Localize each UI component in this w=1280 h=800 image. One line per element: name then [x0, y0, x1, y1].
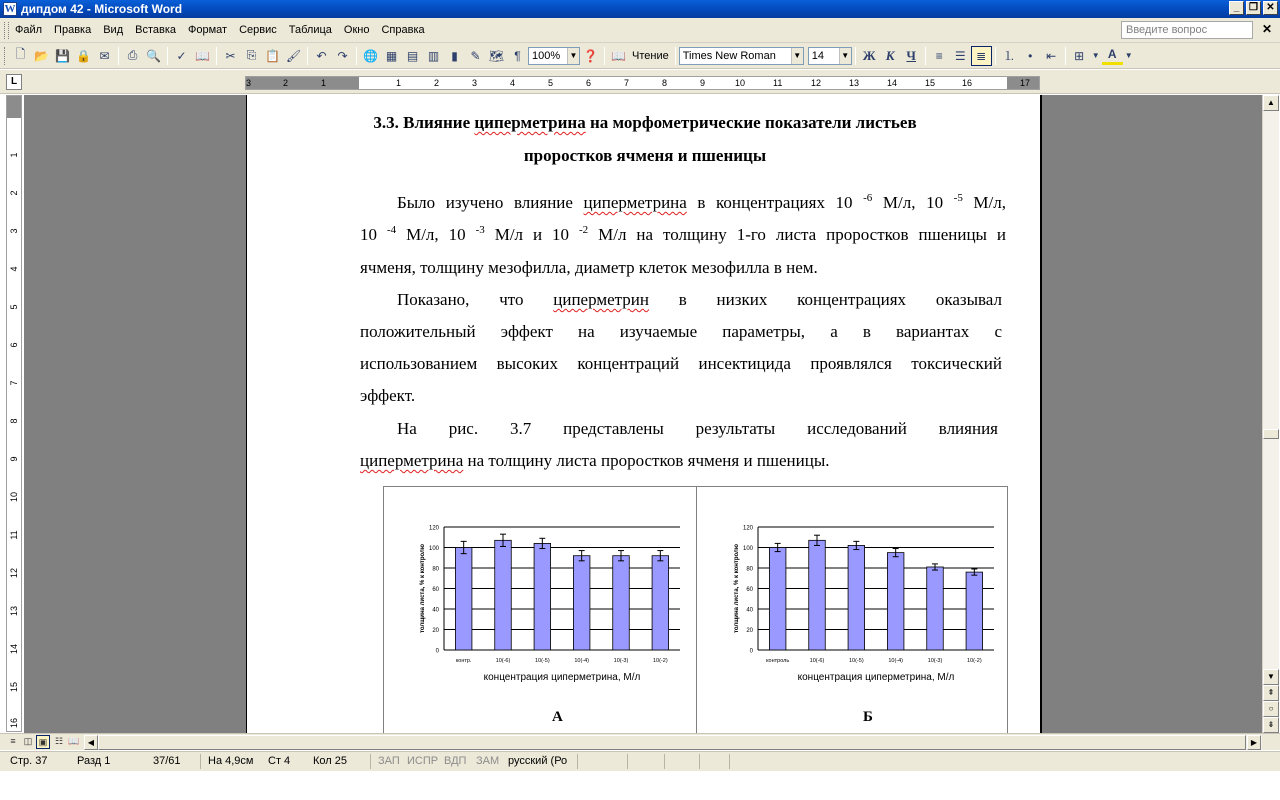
paragraph-3-line-1: [360, 419, 998, 439]
text-run: на толщину листа проростков ячменя и пшеницы.: [463, 451, 830, 470]
text-run: М/л, 10: [872, 193, 954, 212]
ruler-number: 15: [925, 78, 936, 88]
vertical-ruler[interactable]: [6, 95, 22, 732]
tables-borders-icon[interactable]: ▦: [385, 48, 398, 63]
toolbar: [0, 43, 1280, 69]
toolbar-separator: [118, 47, 119, 65]
bar: [613, 556, 630, 650]
status-overtype[interactable]: ЗАМ: [476, 755, 500, 767]
ruler-number: 7: [9, 380, 19, 386]
text-run: На рис. 3.7 представлены результаты исследований влияния: [397, 419, 998, 438]
zoom-value: 100%: [532, 49, 561, 62]
bar: [966, 572, 983, 650]
toolbar-separator: [675, 47, 676, 65]
ruler-number: 9: [700, 78, 706, 88]
toolbar-separator: [307, 47, 308, 65]
chevron-down-icon[interactable]: ▼: [791, 48, 803, 64]
align-justify-icon[interactable]: ≣: [971, 46, 992, 66]
desktop-area: [0, 771, 1280, 800]
toolbar-separator: [1065, 47, 1066, 65]
ruler-number: 12: [811, 78, 822, 88]
y-tick-label: 60: [746, 587, 753, 593]
misspelled-word[interactable]: циперметрин: [553, 290, 649, 309]
toolbar-separator: [604, 47, 605, 65]
ruler-number: 14: [9, 644, 19, 655]
menu-window[interactable]: Окно: [343, 24, 370, 36]
superscript: -6: [863, 192, 873, 204]
web-view-icon[interactable]: ◫: [23, 736, 33, 746]
ruler-number: 6: [586, 78, 592, 88]
align-center-icon[interactable]: ☰: [954, 48, 966, 63]
paragraph-2-line-3: использованием высоких концентраций инсектицида проявлялся токсический: [360, 354, 1002, 373]
x-tick-label: 10(-4): [574, 658, 590, 664]
toolbar-separator: [167, 47, 168, 65]
save-icon[interactable]: 💾: [55, 48, 70, 63]
chart-b[interactable]: [718, 517, 1008, 707]
vertical-scroll-thumb[interactable]: [1263, 429, 1279, 439]
status-separator: [577, 754, 578, 769]
paragraph-2-line-1: [360, 290, 1002, 310]
show-formatting-icon[interactable]: ¶: [514, 48, 521, 63]
horizontal-scroll-thumb[interactable]: [98, 735, 1246, 750]
bar: [809, 540, 826, 650]
align-left-icon[interactable]: ≡: [935, 48, 943, 63]
next-page-icon[interactable]: ⇟: [1263, 717, 1279, 733]
section-heading-line-2: проростков ячменя и пшеницы: [523, 146, 767, 165]
copy-icon[interactable]: ⎘: [246, 48, 257, 62]
chart-a[interactable]: [404, 517, 694, 707]
ruler-number: 16: [962, 78, 973, 88]
outline-view-icon[interactable]: ☷: [54, 736, 64, 746]
normal-view-icon[interactable]: ≡: [10, 736, 16, 746]
misspelled-word[interactable]: циперметрина: [583, 193, 687, 212]
ruler-number: 13: [9, 606, 19, 617]
new-document-icon[interactable]: 🗋: [15, 47, 26, 61]
ruler-number: 2: [434, 78, 440, 88]
document-map-icon[interactable]: 🗺: [488, 48, 505, 63]
ruler-number: 11: [773, 78, 783, 88]
panel-label-b: Б: [863, 709, 873, 725]
y-tick-label: 100: [742, 546, 753, 552]
bar: [573, 556, 590, 650]
bar: [769, 548, 786, 651]
minimize-button[interactable]: _: [1229, 1, 1244, 15]
figure-table[interactable]: [383, 486, 1008, 733]
ruler-number: 13: [849, 78, 860, 88]
text-run: М/л, 10: [396, 225, 476, 244]
text-run: в низких концентрациях оказывал: [648, 290, 1002, 309]
ruler-number: 3: [472, 78, 478, 88]
chevron-down-icon[interactable]: ▼: [1091, 51, 1100, 60]
read-mode-button[interactable]: Чтение: [632, 49, 669, 62]
format-painter-icon[interactable]: 🖌: [285, 48, 302, 63]
bar: [455, 548, 472, 651]
ruler-number: 2: [283, 78, 289, 88]
ruler-number: 8: [662, 78, 668, 88]
insert-table-icon[interactable]: ▤: [406, 48, 419, 63]
bar: [887, 553, 904, 650]
bar: [652, 556, 669, 650]
font-name-combo[interactable]: [679, 47, 804, 65]
x-tick-label: 10(-6): [495, 658, 511, 664]
x-tick-label: 10(-4): [888, 658, 904, 664]
paragraph-1-line-3: ячменя, толщину мезофилла, диаметр клеток мезофилла в нем.: [360, 258, 818, 277]
menu-table[interactable]: Таблица: [288, 24, 332, 36]
status-position: На 4,9см: [208, 755, 254, 767]
menu-view[interactable]: Вид: [103, 24, 124, 36]
x-tick-label: 10(-2): [652, 658, 668, 664]
y-tick-label: 120: [428, 525, 439, 532]
text-run: Было изучено влияние: [397, 193, 584, 212]
drawing-icon[interactable]: ✎: [470, 48, 481, 63]
misspelled-word[interactable]: циперметрина: [474, 113, 586, 132]
ruler-number: 1: [9, 152, 19, 158]
x-tick-label: 10(-3): [927, 658, 943, 664]
toolbar-separator: [216, 47, 217, 65]
toolbar-separator: [995, 47, 996, 65]
text-run: М/л и 10: [484, 225, 579, 244]
y-tick-label: 20: [432, 628, 439, 634]
heading-text: 3.3. Влияние: [373, 113, 475, 132]
print-preview-icon[interactable]: 🔍: [146, 48, 161, 63]
text-run: 10: [360, 225, 387, 244]
horizontal-scrollbar[interactable]: [84, 735, 1262, 750]
scroll-up-icon[interactable]: ▲: [1263, 95, 1279, 111]
chevron-down-icon[interactable]: ▼: [1124, 51, 1133, 60]
paragraph-2-line-4: эффект.: [360, 386, 416, 405]
status-bar: [0, 751, 1280, 771]
paragraph-3-line-2: [360, 451, 1006, 471]
ruler-row: [0, 70, 1280, 94]
status-column: Кол 25: [313, 755, 347, 767]
text-run: М/л,: [962, 193, 1007, 212]
ruler-number: 2: [9, 190, 19, 196]
status-track-changes[interactable]: ИСПР: [407, 755, 439, 767]
ruler-number: 5: [548, 78, 554, 88]
y-tick-label: 60: [432, 587, 439, 593]
text-run: в концентрациях 10: [686, 193, 864, 212]
ruler-number: 10: [9, 492, 19, 503]
bar: [534, 543, 551, 650]
zoom-combo[interactable]: [528, 47, 580, 65]
permission-icon[interactable]: 🔒: [76, 48, 91, 63]
print-layout-icon[interactable]: ▣: [36, 735, 50, 749]
ruler-number: 1: [396, 78, 402, 88]
x-tick-label: контроль: [766, 658, 790, 664]
font-name-value: Times New Roman: [682, 49, 776, 62]
decrease-indent-icon[interactable]: ⇤: [1046, 48, 1057, 63]
previous-page-icon[interactable]: ⇞: [1263, 685, 1279, 701]
superscript: -5: [953, 192, 963, 204]
y-tick-label: 100: [428, 546, 439, 552]
status-section: Разд 1: [77, 755, 111, 767]
menu-help[interactable]: Справка: [381, 24, 425, 36]
superscript: -2: [579, 224, 589, 236]
status-page: Стр. 37: [10, 755, 48, 767]
menu-insert[interactable]: Вставка: [135, 24, 177, 36]
print-icon[interactable]: ⎙: [127, 48, 138, 62]
ruler-number: 12: [9, 568, 19, 579]
y-tick-label: 40: [432, 607, 439, 614]
ruler-number: 1: [321, 78, 327, 88]
numbering-icon[interactable]: ⒈: [1003, 49, 1016, 63]
browse-object-icon[interactable]: ○: [1263, 701, 1279, 717]
ruler-number: 17: [1020, 78, 1031, 88]
scroll-right-icon[interactable]: ▶: [1247, 735, 1261, 750]
chevron-down-icon[interactable]: ▼: [567, 48, 579, 64]
status-language[interactable]: русский (Ро: [508, 755, 568, 767]
paragraph-1-line-2: [360, 225, 1006, 245]
status-separator: [370, 754, 371, 769]
panel-label-a: А: [552, 709, 563, 725]
figure-cell-divider: [696, 487, 697, 733]
ruler-number: 10: [735, 78, 746, 88]
help-question-input[interactable]: Введите вопрос: [1121, 21, 1253, 39]
window-title: дипдом 42 - Microsoft Word: [21, 2, 183, 16]
close-button[interactable]: ✕: [1263, 1, 1278, 15]
ruler-number: 3: [9, 228, 19, 234]
paste-icon[interactable]: 📋: [265, 48, 280, 63]
redo-icon[interactable]: ↷: [337, 48, 348, 63]
y-tick-label: 120: [742, 525, 753, 532]
ruler-number: 8: [9, 418, 19, 424]
menu-bar: [0, 18, 1280, 43]
scroll-down-icon[interactable]: ▼: [1263, 669, 1279, 685]
insert-excel-icon[interactable]: ▥: [427, 48, 440, 63]
y-axis-label: толщина листа, % к контролю: [734, 544, 740, 633]
status-page-count: 37/61: [153, 755, 181, 767]
x-tick-label: 10(-3): [613, 658, 629, 664]
toolbar-separator: [925, 47, 926, 65]
misspelled-word[interactable]: циперметрина: [360, 451, 464, 470]
undo-icon[interactable]: ↶: [316, 48, 327, 63]
bar: [848, 545, 865, 650]
cut-icon[interactable]: ✂: [225, 48, 236, 63]
status-record-macro[interactable]: ЗАП: [378, 755, 400, 767]
bar: [495, 540, 512, 650]
bar: [927, 567, 944, 650]
restore-button[interactable]: ❐: [1246, 1, 1261, 15]
horizontal-ruler[interactable]: [245, 76, 1040, 90]
ruler-number: 5: [9, 304, 19, 310]
x-tick-label: контр.: [455, 658, 472, 664]
menu-tools[interactable]: Сервис: [239, 24, 277, 36]
text-run: М/л на толщину 1-го листа проростков пшеницы и: [588, 225, 1007, 244]
window-controls: [1229, 1, 1278, 15]
paragraph-2-line-2: положительный эффект на изучаемые параметры, а в вариантах с: [360, 322, 1002, 341]
x-tick-label: 10(-6): [809, 658, 825, 664]
ruler-number: 4: [9, 266, 19, 272]
italic-button[interactable]: К: [885, 47, 895, 63]
y-tick-label: 80: [746, 566, 753, 573]
title-bar: [0, 0, 1280, 18]
ruler-left-margin: [246, 77, 359, 89]
x-tick-label: 10(-5): [848, 658, 864, 664]
reading-view-icon[interactable]: 📖: [68, 736, 80, 746]
toolbar-separator: [855, 47, 856, 65]
y-axis-label: толщина листа, % к контролю: [420, 544, 426, 633]
close-document-button[interactable]: ✕: [1261, 22, 1272, 36]
underline-button[interactable]: Ч: [906, 47, 916, 63]
status-separator: [664, 754, 665, 769]
ruler-number: 16: [9, 718, 19, 729]
ruler-number: 4: [510, 78, 516, 88]
word-app-icon[interactable]: W: [4, 3, 16, 15]
section-heading-line-1: [247, 113, 1043, 133]
toolbar-separator: [356, 47, 357, 65]
x-axis-label: концентрация циперметрина, М/л: [797, 672, 955, 683]
status-separator: [699, 754, 700, 769]
columns-icon[interactable]: ▮: [451, 48, 458, 63]
status-extend[interactable]: ВДП: [444, 755, 467, 767]
menu-format[interactable]: Формат: [188, 24, 228, 36]
spelling-icon[interactable]: ✓: [176, 48, 187, 63]
ruler-number: 3: [246, 78, 252, 88]
ruler-number: 9: [9, 456, 19, 462]
heading-text: на морфометрические показатели листьев: [585, 113, 917, 132]
y-tick-label: 80: [432, 566, 439, 573]
status-separator: [729, 754, 730, 769]
ruler-number: 6: [9, 342, 19, 348]
y-tick-label: 0: [749, 648, 753, 655]
vertical-scrollbar[interactable]: [1262, 95, 1279, 733]
document-page[interactable]: [246, 95, 1042, 733]
read-mode-icon[interactable]: 📖: [611, 48, 626, 63]
y-tick-label: 0: [435, 648, 439, 655]
hyperlink-icon[interactable]: 🌐: [363, 48, 378, 63]
font-size-value: 14: [811, 49, 824, 62]
y-tick-label: 20: [746, 628, 753, 634]
status-separator: [627, 754, 628, 769]
ruler-number: 11: [9, 530, 19, 540]
scroll-left-icon[interactable]: ◀: [84, 735, 98, 750]
font-color-button[interactable]: A: [1102, 47, 1123, 65]
x-tick-label: 10(-5): [534, 658, 550, 664]
font-size-combo[interactable]: [808, 47, 852, 65]
x-tick-label: 10(-2): [966, 658, 982, 664]
x-axis-label: концентрация циперметрина, М/л: [483, 672, 641, 683]
menu-file[interactable]: Файл: [15, 24, 43, 36]
chevron-down-icon[interactable]: ▼: [839, 48, 851, 64]
open-folder-icon[interactable]: 📂: [34, 48, 49, 63]
status-line: Ст 4: [268, 755, 291, 767]
ruler-number: 7: [624, 78, 630, 88]
bold-button[interactable]: Ж: [862, 47, 876, 63]
menu-edit[interactable]: Правка: [54, 24, 92, 36]
superscript: -3: [475, 224, 485, 236]
help-icon[interactable]: ❓: [583, 48, 598, 63]
tab-selector-button[interactable]: L: [6, 74, 22, 90]
horizontal-scrollbar-row: [0, 733, 1280, 750]
y-tick-label: 40: [746, 607, 753, 614]
vertical-ruler-margin: [7, 96, 21, 118]
email-icon[interactable]: ✉: [99, 48, 110, 63]
bullets-icon[interactable]: •: [1028, 48, 1033, 63]
ruler-number: 15: [9, 682, 19, 693]
paragraph-1-line-1: [360, 193, 1006, 213]
borders-icon[interactable]: ⊞: [1074, 48, 1085, 63]
status-separator: [200, 754, 201, 769]
text-run: Показано, что: [397, 290, 554, 309]
research-icon[interactable]: 📖: [195, 48, 210, 63]
superscript: -4: [386, 224, 397, 236]
ruler-number: 14: [887, 78, 898, 88]
toolbar-grip[interactable]: [4, 47, 8, 65]
document-area: [24, 95, 1262, 733]
